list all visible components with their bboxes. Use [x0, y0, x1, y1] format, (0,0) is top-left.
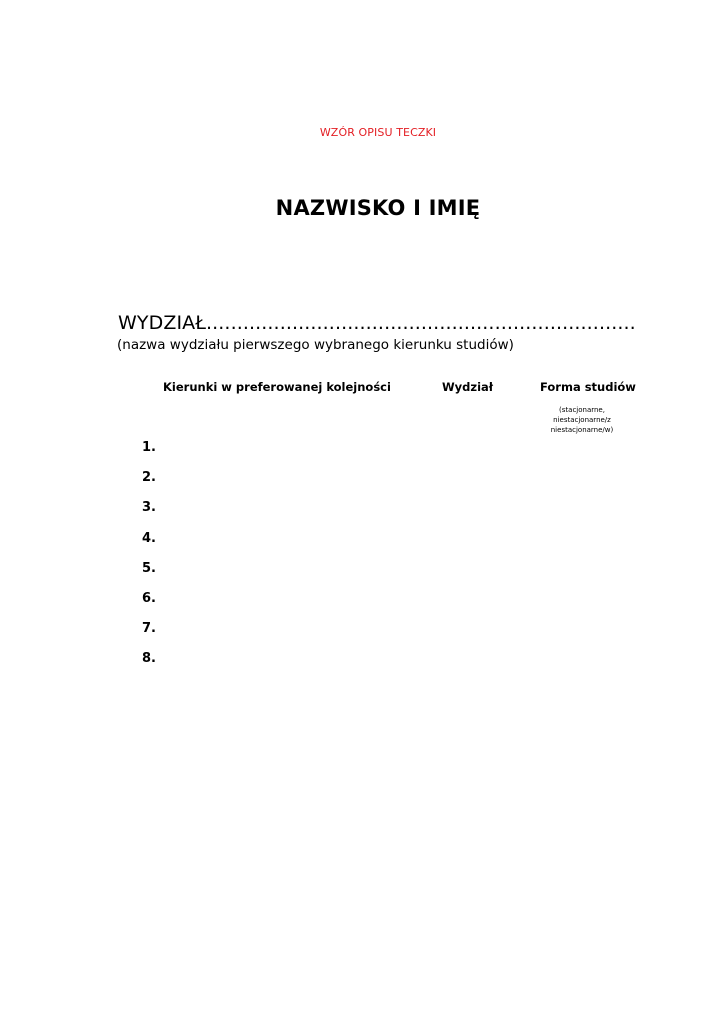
forma-note-line: niestacjonarne/z — [553, 416, 611, 424]
list-item-number: 2. — [142, 470, 156, 485]
list-item-number: 6. — [142, 591, 156, 606]
faculty-line: WYDZIAŁ...................................................................... — [118, 312, 636, 334]
document-title: NAZWISKO I IMIĘ — [275, 196, 481, 220]
forma-note-line: niestacjonarne/w) — [550, 426, 614, 434]
forma-note-line: (stacjonarne, — [559, 406, 605, 414]
list-item-number: 1. — [142, 440, 156, 455]
column-header-kierunki: Kierunki w preferowanej kolejności — [163, 380, 391, 394]
list-item-number: 5. — [142, 561, 156, 576]
faculty-note: (nazwa wydziału pierwszego wybranego kierunku studiów) — [117, 337, 514, 353]
list-item-number: 3. — [142, 500, 156, 515]
column-header-forma: Forma studiów — [540, 380, 636, 394]
document-subtitle: WZÓR OPISU TECZKI — [319, 126, 437, 139]
list-item-number: 4. — [142, 531, 156, 546]
column-header-wydzial: Wydział — [442, 380, 494, 394]
list-item-number: 7. — [142, 621, 156, 636]
list-item-number: 8. — [142, 651, 156, 666]
forma-note — [540, 405, 624, 435]
